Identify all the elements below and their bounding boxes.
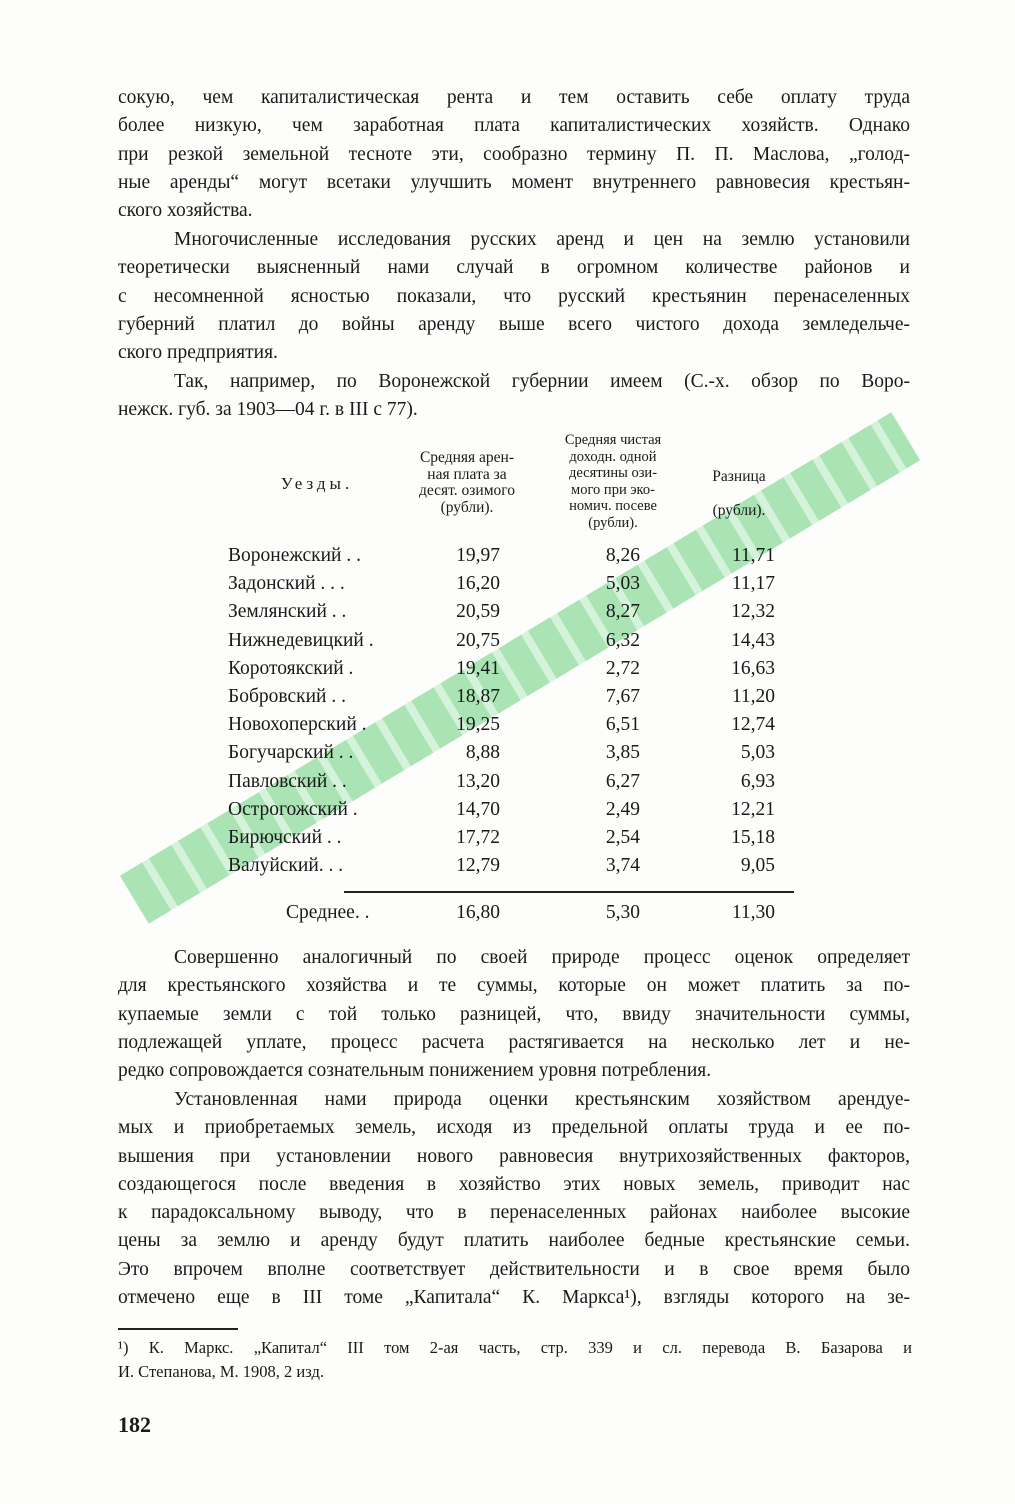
row-name: Бирючский . .: [228, 827, 342, 848]
row-income: 7,67: [605, 686, 640, 707]
row-rent: 17,72: [456, 827, 500, 848]
text-line: цены за землю и аренду будут платить наиболее бедные крестьянские семьи.: [118, 1230, 910, 1252]
row-diff: 11,71: [731, 545, 775, 566]
row-diff: 5,03: [740, 742, 775, 764]
text-line: вышения при установлении нового равновесия внутрихозяйственных факторов,: [118, 1145, 910, 1167]
row-name: Острогожский .: [228, 798, 358, 820]
row-rent: 18,87: [456, 686, 500, 707]
text-line: ные аренды“ могут всетаки улучшить момент внутреннего равновесия крестьян-: [118, 171, 910, 193]
text-line: подлежащей уплате, процесс расчета растягивается на несколько лет и не-: [118, 1031, 910, 1053]
row-income: 3,74: [605, 855, 640, 877]
row-rent: 19,25: [456, 714, 500, 736]
header-line: Средняя арен-: [419, 449, 515, 466]
paragraph-3: [118, 368, 910, 425]
text-line: нежск. губ. за 1903—04 г. в III с 77).: [118, 399, 418, 421]
header-county: Уезды.: [280, 474, 354, 493]
row-income: 2,49: [605, 798, 640, 820]
row-diff: 15,18: [731, 827, 775, 848]
row-name: Землянский . .: [228, 601, 347, 623]
row-diff: 6,93: [740, 770, 775, 792]
row-income: 6,51: [605, 714, 640, 736]
row-name: Валуйский. . .: [228, 855, 344, 877]
row-rent: 19,97: [456, 545, 500, 566]
text-line: редко сопровождается сознательным понижением уровня потребления.: [118, 1060, 712, 1082]
paragraph-2: [118, 226, 910, 367]
paragraph-5: [118, 1086, 910, 1312]
row-income: 8,27: [605, 601, 640, 623]
text-line: более низкую, чем заработная плата капиталистических хозяйств. Однако: [118, 115, 910, 137]
row-rent: 20,75: [456, 629, 500, 651]
row-name: Новохоперский .: [228, 714, 367, 736]
row-rent: 13,20: [456, 770, 500, 792]
row-rent: 14,70: [456, 798, 500, 820]
row-rent: 16,20: [456, 573, 500, 595]
text-line: к парадоксальному выводу, что в перенаселенных районах наиболее высокие: [118, 1202, 910, 1224]
row-income: 2,54: [605, 827, 640, 848]
row-name: Среднее. .: [286, 902, 370, 923]
row-name: Задонский . . .: [228, 573, 345, 595]
header-income: [538, 432, 688, 531]
row-rent: 20,59: [456, 601, 500, 623]
text-line: сокую, чем капиталистическая рента и тем оставить себе оплату труда: [118, 87, 910, 108]
text-line: отмечено еще в III томе „Капитала“ К. Маркса¹), взгляды которого на зе-: [118, 1287, 910, 1309]
text-line: при резкой земельной тесноте эти, сообразно термину П. П. Маслова, „голод-: [118, 143, 910, 165]
row-diff: 11,20: [731, 686, 775, 707]
header-diff: [694, 460, 784, 528]
paragraph-4: [118, 944, 910, 1085]
header-line: (рубли).: [588, 514, 638, 531]
header-line: (рубли).: [440, 498, 494, 516]
row-name: Богучарский . .: [228, 742, 354, 764]
text-line: теоретически выясненный нами случай в огромном количестве районов и: [118, 257, 910, 279]
row-income: 6,32: [605, 629, 640, 651]
footnote: [118, 1336, 912, 1384]
header-line: доходн. одной: [569, 448, 657, 465]
header-line: (рубли).: [712, 502, 766, 519]
row-name: Нижнедевицкий .: [228, 629, 374, 651]
text-line: ского предприятия.: [118, 342, 278, 364]
header-line: мого при эко-: [571, 481, 655, 498]
row-diff: 16,63: [731, 657, 775, 679]
text-line: губерний платил до войны аренду выше всего чистого дохода земледельче-: [118, 313, 910, 335]
page-number: 182: [118, 1412, 151, 1437]
text-line: Так, например, по Воронежской губернии имеем (С.-х. обзор по Воро-: [174, 371, 910, 392]
text-line: с несомненной ясностью показали, что русский крестьянин перенаселенных: [118, 285, 910, 307]
row-diff: 11,30: [731, 902, 775, 923]
row-diff: 12,32: [731, 601, 775, 623]
header-rent: [392, 450, 542, 516]
footnote-line: И. Степанова, М. 1908, 2 изд.: [118, 1362, 324, 1381]
row-diff: 9,05: [740, 855, 775, 877]
row-diff: 14,43: [731, 629, 775, 651]
header-line: номич. посеве: [569, 498, 657, 514]
row-diff: 12,21: [731, 798, 775, 820]
header-line: ная плата за: [427, 465, 507, 483]
row-name: Воронежский . .: [228, 545, 361, 566]
text-line: для крестьянского хозяйства и те суммы, которые он может платить за по-: [118, 975, 910, 997]
table-sum-rule: [344, 891, 794, 893]
text-line: мых и приобретаемых земель, исходя из предельной оплаты труда и ее по-: [118, 1117, 910, 1139]
footnote-line: ¹) К. Маркс. „Капитал“ III том 2-ая часть, стр. 339 и сл. перевода В. Базарова и: [118, 1338, 912, 1357]
row-income: 2,72: [605, 657, 640, 679]
text-line: купаемые земли с той только разницей, что, ввиду значительности суммы,: [118, 1003, 910, 1025]
row-rent: 19,41: [456, 657, 500, 679]
header-line: Средняя чистая: [564, 432, 662, 448]
row-income: 6,27: [605, 770, 640, 792]
text-line: Установленная нами природа оценки крестьянским хозяйством арендуе-: [174, 1089, 910, 1110]
text-line: ского хозяйства.: [118, 200, 253, 222]
paragraph-1: [118, 84, 910, 225]
text-line: создающегося после введения в хозяйство этих новых земель, приводит нас: [118, 1173, 910, 1195]
row-income: 5,03: [605, 573, 640, 595]
text-line: Многочисленные исследования русских аренд и цен на землю установили: [174, 229, 910, 250]
header-line: десят. озимого: [419, 482, 515, 499]
header-line: десятины ози-: [568, 465, 658, 481]
footnote-rule: [118, 1328, 238, 1330]
header-line: Разница: [712, 468, 766, 485]
text-line: Совершенно аналогичный по своей природе процесс оценок определяет: [174, 947, 910, 968]
text-line: Это впрочем вполне соответствует действительности и в свое время было: [118, 1258, 910, 1280]
row-rent: 16,80: [456, 902, 500, 923]
row-income: 3,85: [605, 742, 640, 764]
row-rent: 8,88: [465, 742, 500, 764]
row-income: 5,30: [605, 902, 640, 923]
row-name: Бобровский . .: [228, 686, 346, 707]
row-income: 8,26: [605, 545, 640, 566]
row-name: Коротоякский .: [228, 657, 354, 679]
row-diff: 12,74: [731, 714, 775, 736]
row-name: Павловский . .: [228, 770, 347, 792]
row-rent: 12,79: [456, 855, 500, 877]
row-diff: 11,17: [731, 573, 775, 595]
